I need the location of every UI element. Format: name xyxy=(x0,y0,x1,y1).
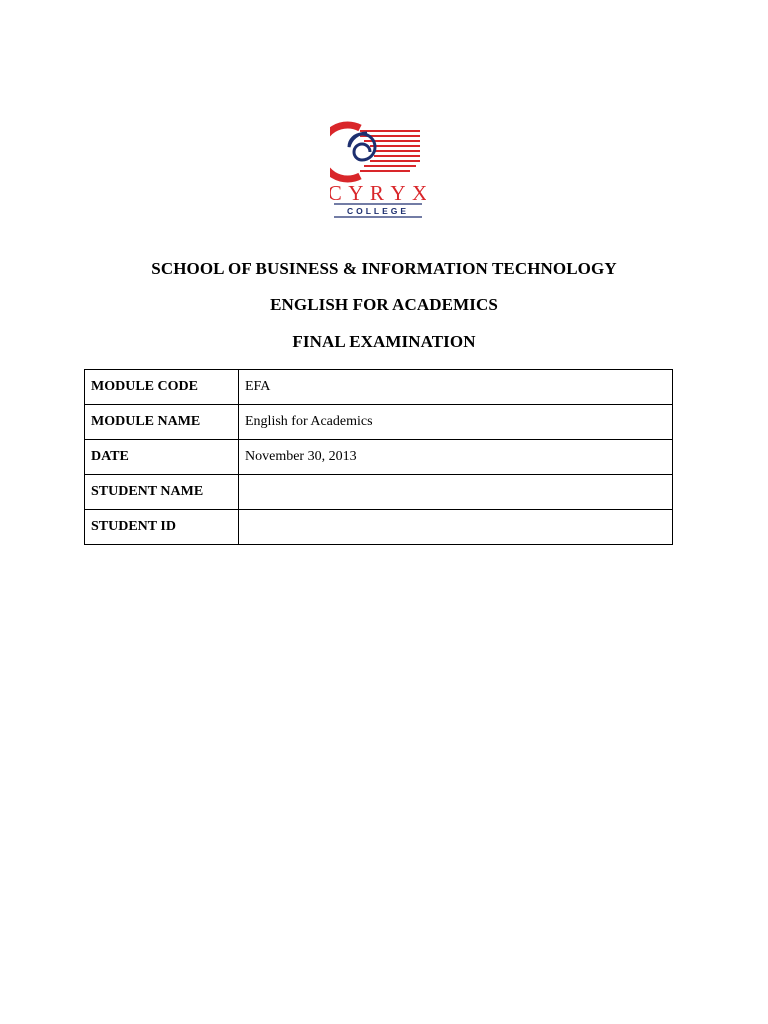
college-logo xyxy=(330,120,426,220)
module-code-label: MODULE CODE xyxy=(85,370,239,405)
exam-details-table xyxy=(84,369,673,545)
table-row xyxy=(85,370,673,405)
school-heading: SCHOOL OF BUSINESS & INFORMATION TECHNOLOGY xyxy=(151,259,617,278)
student-name-field[interactable] xyxy=(239,475,673,510)
student-id-field[interactable] xyxy=(239,510,673,545)
student-name-label: STUDENT NAME xyxy=(85,475,239,510)
table-row xyxy=(85,510,673,545)
module-name-value: English for Academics xyxy=(239,405,673,440)
course-heading: ENGLISH FOR ACADEMICS xyxy=(270,295,498,314)
table-row xyxy=(85,475,673,510)
svg-text:C Y R Y X: C Y R Y X xyxy=(330,181,426,205)
exam-heading: FINAL EXAMINATION xyxy=(292,332,476,351)
svg-text:COLLEGE: COLLEGE xyxy=(346,206,410,216)
cyryx-emblem-icon xyxy=(330,120,426,220)
table-row xyxy=(85,405,673,440)
module-name-label: MODULE NAME xyxy=(85,405,239,440)
student-id-label: STUDENT ID xyxy=(85,510,239,545)
date-value: November 30, 2013 xyxy=(239,440,673,475)
module-code-value: EFA xyxy=(239,370,673,405)
date-label: DATE xyxy=(85,440,239,475)
table-row xyxy=(85,440,673,475)
